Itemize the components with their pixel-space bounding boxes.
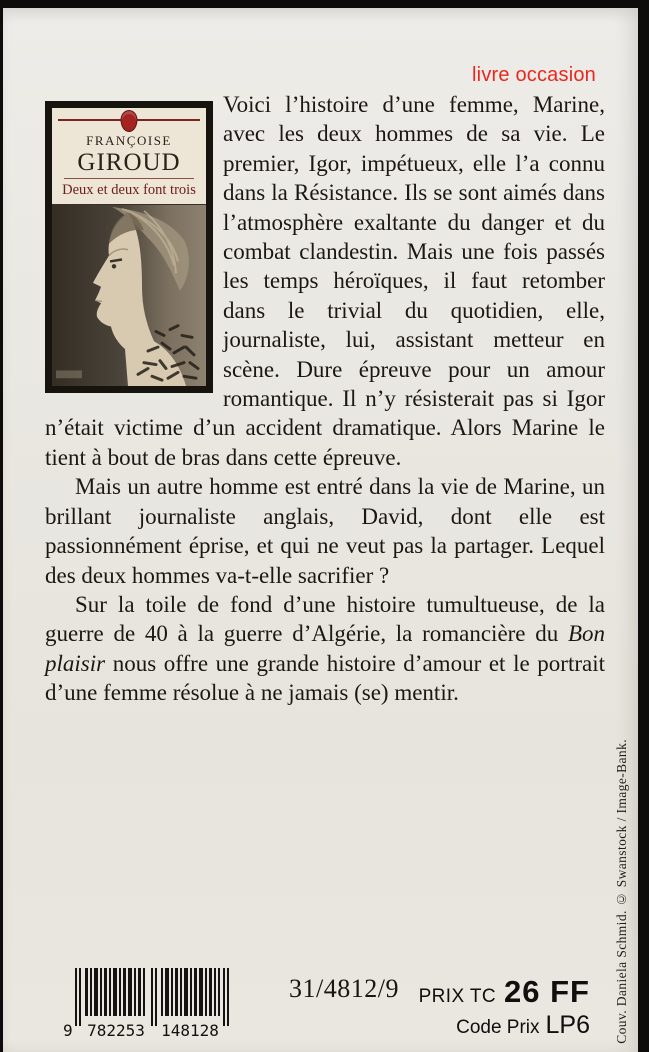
publisher-logo-line — [54, 110, 204, 130]
barcode-digits-group2: 148128 — [161, 1021, 219, 1040]
price-line — [419, 974, 590, 1010]
synopsis-block — [45, 90, 605, 708]
price-box — [419, 974, 590, 1040]
book-back-cover — [3, 8, 638, 1052]
thumbnail-author-last: GIROUD — [77, 149, 181, 176]
synopsis-paragraph-3 — [45, 590, 605, 708]
barcode-digit-9: 9 — [63, 1021, 73, 1040]
synopsis-paragraph-1-text: Voici l’histoire d’une femme, Marine, avec les deux hommes de sa vie. Le premier, Igor, impétueux, elle l’a connu dans la Résistance. Ils se sont aimés dans l’atmosphère exaltante du danger et du combat clandestin. Mais une fois passés les temps héroïques, il faut retomber dans le trivial du quotidien, elle, journaliste, lui, assistant metteur en scène. Dure épreuve pour un amour romantique. Il n’y résisterait pas si Igor n’était victime d’un accident dramatique. Alors Marine le tient à bout de bras dans cette épreuve. — [45, 92, 605, 470]
reference-number: 31/4812/9 — [289, 974, 399, 1003]
price-code-label: Code Prix — [456, 1017, 540, 1038]
price-label: PRIX TC — [418, 986, 497, 1007]
synopsis-book-title-italic: Bon plaisir — [45, 621, 605, 676]
price-code-line — [419, 1011, 590, 1040]
price-value: 26 FF — [504, 974, 590, 1009]
cover-photo-credit: Couv. Daniela Schmid. © Swanstock / Image-Bank. — [614, 739, 629, 1044]
woman-profile-photo — [52, 205, 206, 386]
ean-barcode — [59, 966, 247, 1040]
synopsis-paragraph-3-tail: nous offre une grande histoire d’amour et le portrait d’une femme résolue à ne jamais (se) mentir. — [45, 650, 605, 706]
livre-de-poche-logo-icon — [121, 110, 138, 132]
synopsis-paragraph-2 — [45, 472, 605, 590]
thumbnail-title: Deux et deux font trois — [62, 182, 196, 198]
thumbnail-header — [52, 108, 206, 205]
synopsis-paragraph-2-text: Mais un autre homme est entré dans la vie de Marine, un brillant journaliste anglais, David, dont elle est passionnément éprise, et qui ne veut pas la partager. Lequel des deux hommes va-t-elle sacrifier ? — [45, 474, 605, 588]
thumbnail-divider — [64, 178, 194, 179]
barcode-digits-group1: 782253 — [87, 1021, 145, 1040]
condition-label: livre occasion — [472, 64, 596, 86]
price-code-value: LP6 — [545, 1011, 590, 1039]
synopsis-paragraph-3-lead: Sur la toile de fond d’une histoire tumultueuse, de la guerre de 40 à la guerre d’Algérie, la romancière du — [45, 591, 605, 647]
thumbnail-author-first: FRANÇOISE — [86, 133, 172, 148]
front-cover-thumbnail — [45, 101, 213, 393]
